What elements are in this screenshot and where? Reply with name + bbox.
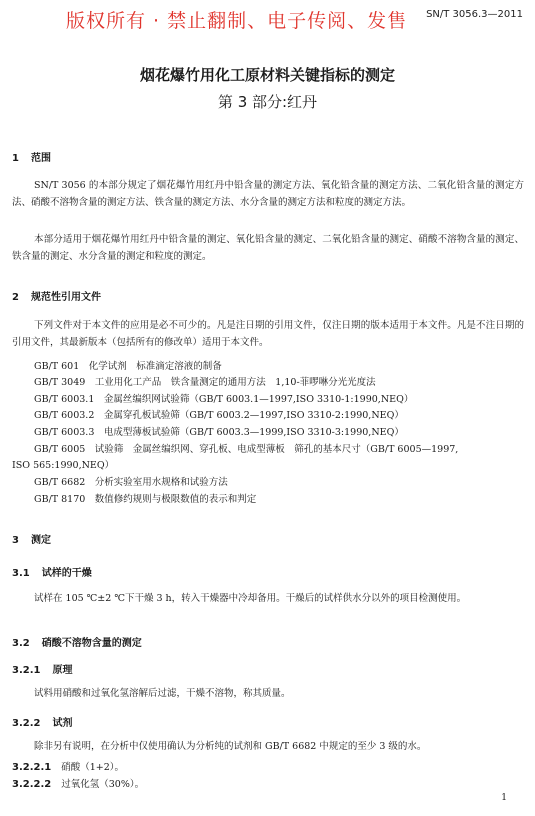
section-title: 硝酸不溶物含量的测定 <box>41 638 142 649</box>
item-text: 硝酸（1+2）。 <box>61 762 125 773</box>
section-3-1-heading <box>12 564 92 579</box>
reference-item: GB/T 601 化学试剂 标准滴定溶液的制备 <box>34 361 222 372</box>
reference-item: GB/T 6003.3 电成型薄板试验筛（GB/T 6003.3—1999,ISO 3310-3:1990,NEQ） <box>34 427 404 438</box>
document-subtitle: 第 3 部分:红丹 <box>217 93 318 111</box>
reagent-item <box>12 776 144 790</box>
drying-paragraph: 试样在 105 ℃±2 ℃下干燥 3 h，转入干燥器中冷却备用。干燥后的试样供水分以外的项目检测使用。 <box>34 593 467 604</box>
reference-item: GB/T 3049 工业用化工产品 铁含量测定的通用方法 1,10-菲啰啉分光光度法 <box>34 377 376 388</box>
reference-item: GB/T 6003.2 金属穿孔板试验筛（GB/T 6003.2—1997,ISO 3310-2:1990,NEQ） <box>34 410 404 421</box>
reagents-paragraph: 除非另有说明，在分析中仅使用确认为分析纯的试剂和 GB/T 6682 中规定的至少 3 级的水。 <box>34 741 427 752</box>
section-title: 试样的干燥 <box>41 568 92 579</box>
section-title: 规范性引用文件 <box>30 292 101 303</box>
section-title: 原理 <box>52 665 73 676</box>
section-number: 3.1 <box>12 568 30 579</box>
references-intro: 下列文件对于本文件的应用是必不可少的。凡是注日期的引用文件，仅注日期的版本适用于本文件。凡是不注日期的引用文件，其最新版本（包括所有的修改单）适用于本文件。 <box>12 320 524 348</box>
item-number: 3.2.2.2 <box>12 779 52 790</box>
document-title: 烟花爆竹用化工原材料关键指标的测定 <box>139 66 395 84</box>
item-text: 过氧化氢（30%）。 <box>61 779 145 790</box>
page-number: 1 <box>501 793 507 803</box>
section-number: 1 <box>12 153 19 164</box>
section-number: 3.2 <box>12 638 30 649</box>
section-3-heading <box>12 531 51 546</box>
section-number: 3 <box>12 535 19 546</box>
standard-number: SN/T 3056.3—2011 <box>426 9 523 20</box>
section-1-heading <box>12 149 51 164</box>
section-2-heading <box>12 288 101 303</box>
section-title: 试剂 <box>52 718 73 729</box>
section-number: 3.2.1 <box>12 665 41 676</box>
reference-item-continued: ISO 565:1990,NEQ） <box>12 460 115 471</box>
item-number: 3.2.2.1 <box>12 762 52 773</box>
section-title: 范围 <box>30 153 51 164</box>
scope-paragraph-1: SN/T 3056 的本部分规定了烟花爆竹用红丹中铅含量的测定方法、氧化铅含量的测定方法、二氧化铅含量的测定方法、硝酸不溶物含量的测定方法、铁含量的测定方法、水分含量的测定方法和粒度的测定方法。 <box>12 180 524 208</box>
reference-item: GB/T 8170 数值修约规则与极限数值的表示和判定 <box>34 494 257 505</box>
section-3-2-heading <box>12 634 142 649</box>
reagent-item <box>12 759 124 773</box>
section-3-2-2-heading <box>12 714 72 729</box>
section-number: 3.2.2 <box>12 718 41 729</box>
section-title: 测定 <box>30 535 51 546</box>
section-number: 2 <box>12 292 19 303</box>
reference-item: GB/T 6003.1 金属丝编织网试验筛（GB/T 6003.1—1997,ISO 3310-1:1990,NEQ） <box>34 394 414 405</box>
copyright-watermark: 版权所有 · 禁止翻制、电子传阅、发售 <box>66 10 408 32</box>
scope-paragraph-2: 本部分适用于烟花爆竹用红丹中铅含量的测定、氧化铅含量的测定、二氧化铅含量的测定、硝酸不溶物含量的测定、铁含量的测定、水分含量的测定和粒度的测定。 <box>12 234 524 262</box>
reference-item: GB/T 6682 分析实验室用水规格和试验方法 <box>34 477 228 488</box>
section-3-2-1-heading <box>12 661 72 676</box>
principle-paragraph: 试料用硝酸和过氧化氢溶解后过滤，干燥不溶物，称其质量。 <box>34 688 291 699</box>
reference-item: GB/T 6005 试验筛 金属丝编织网、穿孔板、电成型薄板 筛孔的基本尺寸（GB/T 6005—1997, <box>34 444 459 455</box>
